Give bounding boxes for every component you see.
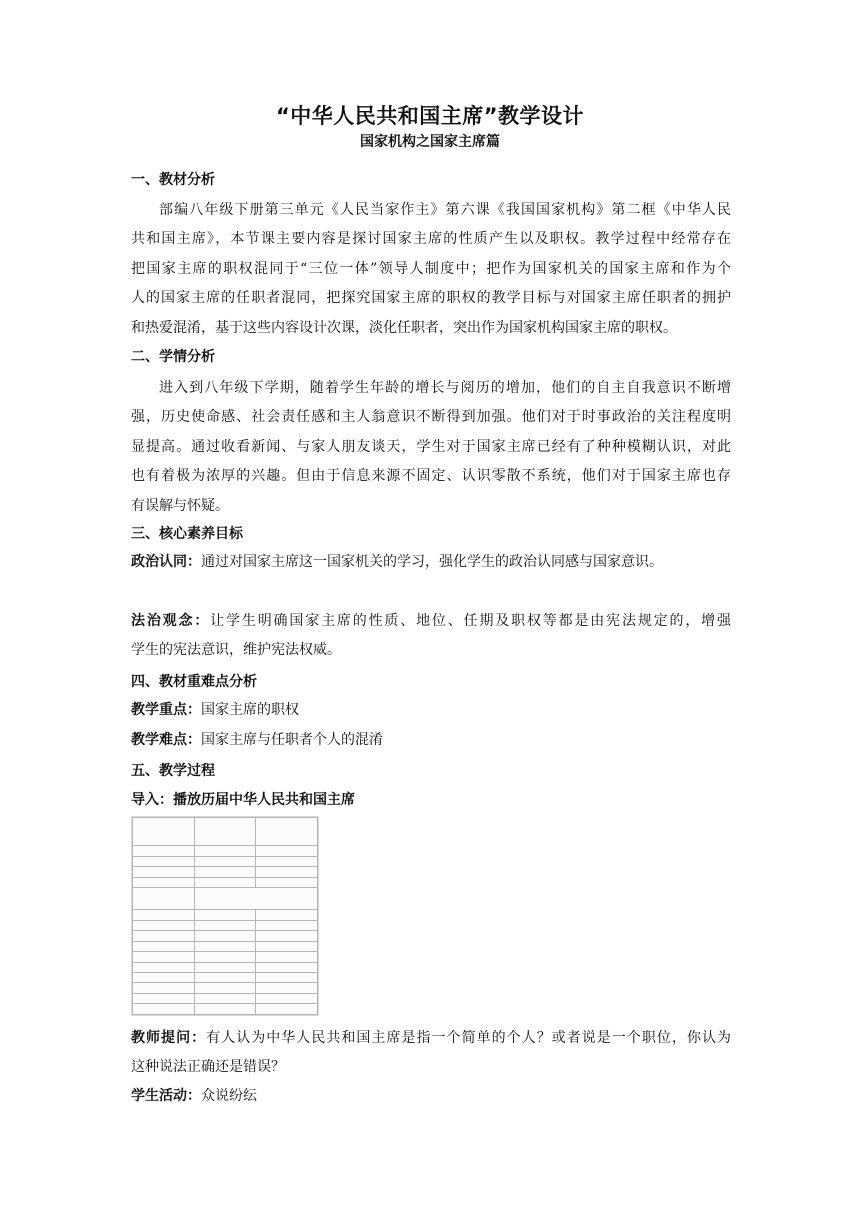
teaching-difficulty-label: 教学难点： bbox=[131, 732, 201, 748]
teacher-question-item bbox=[131, 1024, 731, 1083]
presidents-table-image bbox=[131, 816, 319, 1016]
rule-of-law-text-line2: 学生的宪法意识，维护宪法权威。 bbox=[131, 642, 341, 659]
table-cell bbox=[133, 856, 195, 866]
table-cell bbox=[133, 931, 195, 941]
paragraph-line: 有误解与怀疑。 bbox=[131, 497, 229, 514]
table-cell bbox=[133, 972, 195, 982]
table-cell bbox=[256, 856, 318, 866]
table-cell bbox=[194, 856, 256, 866]
table-cell bbox=[256, 993, 318, 1003]
paragraph-line: 人的国家主席的任职者混同，把探究国家主席的职权的教学目标与对国家主席任职者的拥护 bbox=[131, 290, 731, 307]
table-cell bbox=[256, 910, 318, 920]
table-cell bbox=[256, 931, 318, 941]
table-cell bbox=[256, 846, 318, 856]
section-heading-textbook-analysis: 一、教材分析 bbox=[131, 172, 215, 188]
teacher-question-text-line1: 有人认为中华人民共和国主席是指一个简单的个人？或者说是一个职位，你认为 bbox=[206, 1030, 732, 1046]
table-cell bbox=[133, 983, 195, 993]
table-cell bbox=[256, 983, 318, 993]
table-cell bbox=[133, 888, 195, 910]
table-cell bbox=[194, 888, 317, 910]
paragraph-line: 共和国主席》，本节课主要内容是探讨国家主席的性质产生以及职权。教学过程中经常存在 bbox=[131, 231, 731, 248]
table-cell bbox=[194, 931, 256, 941]
paragraph-line: 和热爱混淆，基于这些内容设计次课，淡化任职者，突出作为国家机构国家主席的职权。 bbox=[131, 319, 677, 336]
teacher-question-text-line2: 这种说法正确还是错误？ bbox=[131, 1059, 285, 1076]
politics-identity-label: 政治认同： bbox=[131, 554, 201, 570]
table-cell bbox=[133, 910, 195, 920]
table-cell bbox=[256, 952, 318, 962]
presidents-table-grid bbox=[132, 817, 318, 1015]
table-cell bbox=[256, 972, 318, 982]
table-cell bbox=[133, 877, 195, 887]
teacher-question-label: 教师提问： bbox=[131, 1030, 207, 1046]
paragraph-textbook-analysis bbox=[131, 196, 731, 343]
teaching-key-point-item bbox=[131, 696, 731, 725]
table-cell bbox=[133, 846, 195, 856]
student-activity-item bbox=[131, 1082, 731, 1111]
table-cell bbox=[133, 952, 195, 962]
table-cell bbox=[194, 952, 256, 962]
table-cell bbox=[194, 846, 256, 856]
intro-label: 导入：播放历届中华人民共和国主席 bbox=[131, 792, 355, 808]
table-cell bbox=[133, 867, 195, 877]
table-cell bbox=[194, 993, 256, 1003]
table-cell bbox=[194, 1004, 256, 1015]
paragraph-student-analysis bbox=[131, 374, 731, 521]
table-cell bbox=[256, 867, 318, 877]
rule-of-law-text-line1: 让学生明确国家主席的性质、地位、任期及职权等都是由宪法规定的，增强 bbox=[210, 613, 732, 629]
paragraph-line: 把国家主席的职权混同于“三位一体”领导人制度中；把作为国家机关的国家主席和作为个 bbox=[131, 260, 731, 277]
section-heading-teaching-process: 五、教学过程 bbox=[131, 763, 215, 779]
table-cell bbox=[194, 941, 256, 951]
table-cell bbox=[133, 993, 195, 1003]
table-cell bbox=[194, 962, 256, 972]
table-cell bbox=[133, 941, 195, 951]
teaching-key-point-text: 国家主席的职权 bbox=[201, 702, 299, 718]
rule-of-law-item bbox=[131, 607, 731, 666]
rule-of-law-label: 法治观念： bbox=[131, 613, 211, 629]
table-cell bbox=[133, 962, 195, 972]
table-cell bbox=[194, 983, 256, 993]
table-cell bbox=[256, 818, 318, 846]
paragraph-line: 也有着极为浓厚的兴趣。但由于信息来源不固定、认识零散不系统，他们对于国家主席也存 bbox=[131, 468, 731, 485]
section-heading-core-literacy: 三、核心素养目标 bbox=[131, 526, 243, 542]
document-subtitle: 国家机构之国家主席篇 bbox=[360, 134, 500, 150]
table-cell bbox=[194, 910, 256, 920]
paragraph-line: 强，历史使命感、社会责任感和主人翁意识不断得到加强。他们对于时事政治的关注程度明 bbox=[131, 409, 731, 426]
teaching-difficulty-item bbox=[131, 726, 731, 755]
table-cell bbox=[194, 818, 256, 846]
table-cell bbox=[194, 972, 256, 982]
table-cell bbox=[133, 920, 195, 930]
document-title: “中华人民共和国主席”教学设计 bbox=[275, 104, 585, 128]
politics-identity-item bbox=[131, 548, 731, 577]
paragraph-line: 显提高。通过收看新闻、与家人朋友谈天，学生对于国家主席已经有了种种模糊认识，对此 bbox=[131, 438, 731, 455]
table-cell bbox=[194, 867, 256, 877]
teaching-difficulty-text: 国家主席与任职者个人的混淆 bbox=[201, 732, 383, 748]
paragraph-line: 部编八年级下册第三单元《人民当家作主》第六课《我国国家机构》第二框《中华人民 bbox=[159, 202, 731, 218]
teaching-key-point-label: 教学重点： bbox=[131, 702, 201, 718]
student-activity-text: 众说纷纭 bbox=[201, 1088, 257, 1104]
table-cell bbox=[256, 1004, 318, 1015]
table-cell bbox=[256, 920, 318, 930]
section-heading-student-analysis: 二、学情分析 bbox=[131, 349, 215, 365]
paragraph-line: 进入到八年级下学期，随着学生年龄的增长与阅历的增加，他们的自主自我意识不断增 bbox=[159, 380, 731, 396]
table-cell bbox=[133, 818, 195, 846]
table-cell bbox=[194, 877, 256, 887]
table-cell bbox=[256, 962, 318, 972]
table-cell bbox=[256, 877, 318, 887]
section-heading-key-points: 四、教材重难点分析 bbox=[131, 674, 257, 690]
table-cell bbox=[133, 1004, 195, 1015]
table-cell bbox=[256, 941, 318, 951]
student-activity-label: 学生活动： bbox=[131, 1088, 201, 1104]
table-cell bbox=[194, 920, 256, 930]
politics-identity-text: 通过对国家主席这一国家机关的学习，强化学生的政治认同感与国家意识。 bbox=[201, 554, 663, 570]
